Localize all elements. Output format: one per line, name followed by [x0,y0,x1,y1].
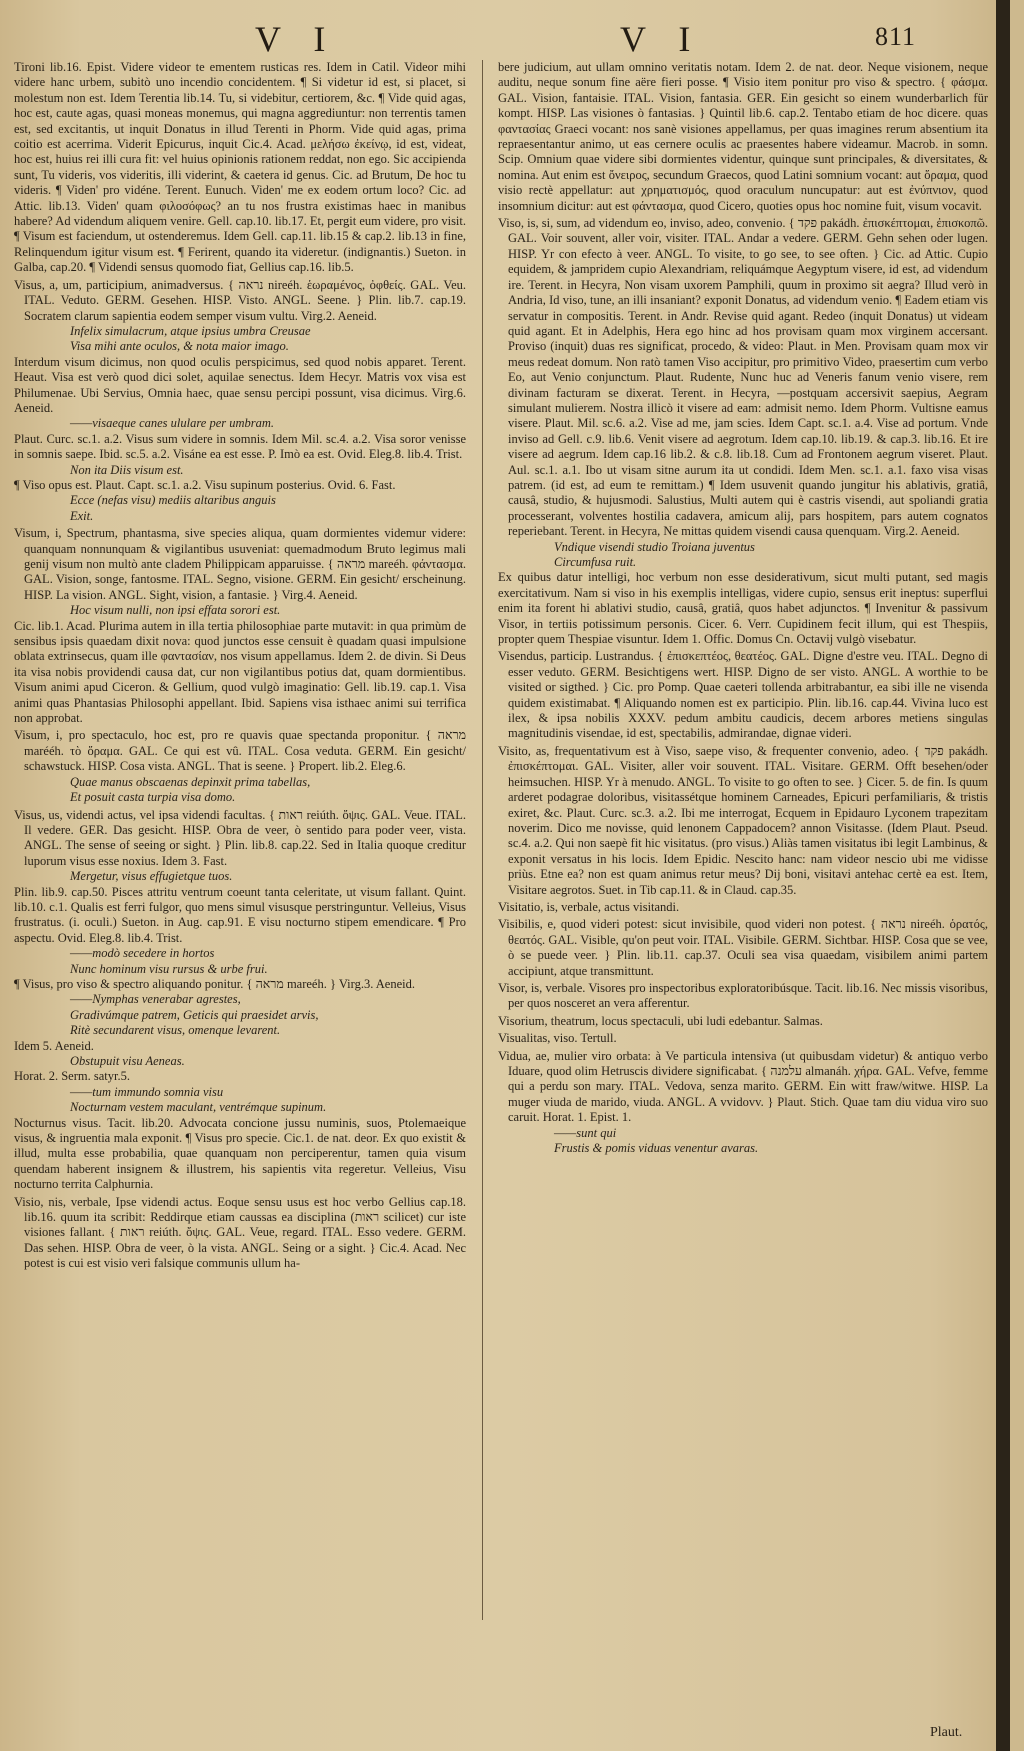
verse-quotation: Gradivúmque patrem, Geticis qui praesidet arvis, [70,1007,319,1022]
dictionary-entry: Visualitas, viso. Tertull. [498,1031,617,1046]
running-head-left: V I [255,19,338,59]
verse-quotation: Infelix simulacrum, atque ipsius umbra Creusae [70,323,311,338]
verse-quotation: Hoc visum nulli, non ipsi effata sorori est. [70,603,281,618]
verse-quotation: Exit. [70,508,94,523]
entry-text: ¶ Visus, pro viso & spectro aliquando ponitur. { מראה mareéh. } Virg.3. Aeneid. [14,976,415,991]
verse-quotation: Non ita Diis visum est. [70,462,184,477]
page-number: 811 [875,22,917,51]
entry-text: Plin. lib.9. cap.50. Pisces attritu ventrum coeunt tanta celeritate, ut visum fallant. Quint. lib.10. c.1. Qualis est ferri fulgor, quo mens simul visusque perstringuntur. Velleius, Visus frustratus. (i. oculi.) Sueton. in Aug. cap.91. E visu nocturno stipem emendicare. ¶ Pro aspectu. Ovid. Eleg.8. lib.4. Trist. [14,884,466,945]
dictionary-entry: Visibilis, e, quod videri potest: sicut invisibile, quod videri non potest. { נראה nireéh. ὁρατός, θεατός. GAL. Visible, qu'on peut voir. ITAL. Visibile. GERM. Sichtbar. HISP. Cosa que se vee, ò se puede veer. } Plin. lib.11. cap.37. Oculi sea visa quaedam, visibilem animi partem accipiunt, atque transmittunt. [498,917,988,978]
verse-quotation: ——modò secedere in hortos [70,946,215,961]
verse-quotation: Frustis & pomis viduas venentur avaras. [554,1141,759,1156]
entry-text: Nocturnus visus. Tacit. lib.20. Advocata concione jussu numinis, suos, Ptolemaeique visus, & ingruentia mala exponit. ¶ Visus pro specie. Cic.1. de nat. deor. Ex quo existit & illud, multa esse probabilia, quae quanquam non perciperentur, tamen quia visum quendam haberent insignem & illustrem, his sapientis vita regeretur. Velleius, Visu nocturno territa Calphurnia. [14,1115,466,1192]
entry-text: Ex quibus datur intelligi, hoc verbum non esse desiderativum, sicut multi putant, sed magis exercitativum. Nam si viso in his exemplis intelligas, videre cupio, sensus erit ineptus: superflui enim ita forent hi ablativi studio, causâ, gratiâ, quos habet adjunctos. ¶ Invenitur & passivum Visor, in tertiis potissimum personis. Cicer. 6. Verr. Cupidinem fecit illum, qui est Thespiis, propter quem Thespiae visuntur. Idem 1. Offic. Domus Cn. Octavij vulgò visebatur. [498,570,988,647]
left-column [14,60,466,1272]
page-edge-shadow [996,0,1010,1751]
verse-quotation: Circumfusa ruit. [554,555,637,569]
entry-text: Tironi lib.16. Epist. Videre videor te ementem rusticas res. Idem in Catil. Videor mihi videre hanc urbem, subitò uno incendio concidentem. ¶ Si videtur id est, si placet, si molestum non est. Idem Terentia lib.14. Tu, si videbitur, certiorem, &c. ¶ Vide quid agas, hoc est, caute agas, quasi moneas monemus, qui magna aggrediuntur: non terrentis tamen est, sed excitantis, ut inquit Donatus in illud Terenti in Phorm. Vide quid agas, prima coitio est acerrima. Viderit Epicurus, inquit Cic.4. Acad. μελήσω ἐκείνῳ, id est, videat, hoc est, huius rei illi cura fit: vel huius opinionis rationem reddat, non ego. Sic accipienda sunt, Tu videris, vos videritis, illi viderint, & caetera id genus. Cic. ad Brutum, De hoc tu videris. ¶ Viden' pro vidéne. Terent. Eunuch. Viden' me ex eodem ortum loco? Cic. ad Attic. lib.13. Viden' quam φιλοσόφως? an tu nos frustra existimas haec in manibus habere? Ad videndum aliquem venire. Gell. cap.10. lib.17. Et, pergit eum videre, pro visit. ¶ Visum est faciendum, ut ostenderemus. Idem Gell. cap.11. lib.15 & cap.2. lib.13 in fine, Relinquendum igitur visum est. ¶ Ferirent, quando ita videretur. (indignantis.) Sueton. in Galba, cap.20. ¶ Videndi sensus quomodo fiat, Gellius cap.16. lib.5. [14,60,466,275]
entry-text: bere judicium, aut ullam omnino veritatis notam. Idem 2. de nat. deor. Neque visionem, neque auditu, neque sonum fine aëre fieri posse. ¶ Visio item ponitur pro viso & spectro. { φάσμα. GAL. Vision, fantaisie. ITAL. Vision, fantasia. GER. Ein gesicht so einem wunderbarlich für kompt. HISP. Las visiones ò fantasias. } Quintil lib.6. cap.2. Tentabo etiam de hoc dicere. quas φαντασίας Graeci vocant: nos sanè visiones appellamus, per quas imagines rerum absentium ita repraesentantur animo, ut eas cernere oculis ac praesentes habere videamur. Macrob. in somn. Scip. Omnium quae videre sibi dormientes videntur, quinque sunt principales, & diversitates, & nomina. Aut enim est ὄνειρος, secundum Graecos, quod Latini somnium vocant: aut ὅραμα, quod visio rectè appellatur: aut χρηματισμός, quod oraculum nuncupatur: aut est ἐνύπνιον, quod insomnium dicitur: aut est φάντασμα, quod Cicero, quoties opus hoc nomine fuit, visum vocavit. [498,60,988,213]
dictionary-entry: Visorium, theatrum, locus spectaculi, ubi ludi edebantur. Salmas. [498,1013,823,1028]
dictionary-entry: Visito, as, frequentativum est à Viso, saepe viso, & frequenter convenio, adeo. { פקד pakádh. ἐπισκέπτομαι. GAL. Visiter, aller voir souvent. ITAL. Visitare. GERM. Offt besehen/oder heimsuchen. HISP. Yr à menudo. ANGL. To visite to go often to see. } Cicer. 5. de fin. Is quum arderet podagrae doloribus, visitassétque hominem Carneades, Epicuri perfamiliaris, & tristis exiret, &c. Plaut. Curc. sc.3. a.2. Ibi me interrogat, Ecquem in Epidauro Lyconem trapezitam noverim. Dico me novisse, quid lenonem Cappadocem? annon Visitasse. (Idem Plaut. Pseud. sc.4. a.2. Qui non saepè fit hic visitatus. (pro visus.) Aliàs tamen visitatus ibi legit Lambinus, & exponit versatus in his locis. Idem Epidic. Nescito hanc: nam videor nescio ubi me vidisse priùs. Etne ea? non est quam animus retur meus? Dij boni, visitavi antehac certè ea est. Item, Visitare aegrotos. Suet. in Tib cap.11. & in Claud. cap.35. [498,743,988,897]
dictionary-entry: Visus, us, videndi actus, vel ipsa videndi facultas. { ראות reiúth. ὄψις. GAL. Veue. ITAL. Il vedere. GER. Das gesicht. HISP. Obra de veer, ò sentido para poder veer, vista. ANGL. The sense of seeing or sight. } Plin. lib.8. cap.22. Sed in Italia quoque creditur luporum visus esse noxius. Idem 3. Fast. [14,807,466,868]
catchword: Plaut. [930,1725,963,1740]
verse-quotation: Nocturnam vestem maculant, ventrémque supinum. [70,1100,327,1115]
entry-text: Cic. lib.1. Acad. Plurima autem in illa tertia philosophiae parte mutavit: in qua primùm de sensibus ipsis quaedam dixit nova: quod junctos esse censuit è quadam quasi impulsione oblata extrinsecus, quam ille φαντασίαν, nos visum appellamus. Idem 2. de divin. Si Deus ita visa nobis providendi causa dat, cur non vigilantibus potius dat, quam dormientibus. Visum animi apud Ciceron. & Gellium, quod vulgò imaginatio: Gell. lib.19. cap.1. Visa animi quas Phantasias Philosophi appellant. Ibid. Sapiens visa isthaec animi sui terrifica non approbat. [14,618,466,726]
verse-quotation: Nunc hominum visu rursus & urbe frui. [70,961,268,976]
verse-quotation: Et posuit casta turpia visa domo. [70,790,236,805]
verse-quotation: ——tum immundo somnia visu [70,1084,224,1099]
entry-text: ¶ Viso opus est. Plaut. Capt. sc.1. a.2. Visu supinum posterius. Ovid. 6. Fast. [14,477,396,492]
running-head-right: V I [620,19,703,59]
dictionary-entry: Visum, i, pro spectaculo, hoc est, pro re quavis quae spectanda proponitur. { מראה marééh. τὸ ὅραμα. GAL. Ce qui est vû. ITAL. Cosa veduta. GERM. Ein gesicht/ schawstuck. HISP. Cosa vista. ANGL. That is seene. } Propert. lib.2. Eleg.6. [14,728,466,774]
right-column [498,60,988,1156]
page-header [0,18,1010,58]
verse-quotation: Quae manus obscaenas depinxit prima tabellas, [70,774,311,789]
verse-quotation: Vndique visendi studio Troiana juventus [554,539,755,554]
verse-quotation: Ecce (nefas visu) mediis altaribus anguis [70,493,276,508]
verse-quotation: ——visaeque canes ululare per umbram. [70,416,275,431]
dictionary-entry: Visio, nis, verbale, Ipse videndi actus. Eoque sensu usus est hoc verbo Gellius cap.18. lib.16. quum ita scribit: Reddirque etiam caussas ea disciplina (ראות scilicet) cur iste visiones fallant. { ראות reiúth. ὄψις. GAL. Veue, regard. ITAL. Esso vedere. GERM. Das sehen. HISP. Obra de veer, ò la vista. ANGL. Seing or a sight. } Cic.4. Acad. Nec potest is cui est visio veri falsique communis ullum ha- [14,1194,466,1271]
dictionary-entry: Visendus, particip. Lustrandus. { ἐπισκεπτέος, θεατέος. GAL. Digne d'estre veu. ITAL. Degno di esser veduto. GERM. Besichtigens wert. HISP. Digno de ser visto. ANGL. A worthie to be visited or sigthed. } Cic. pro Pomp. Quae caeteri tollenda arbitrabantur, ea sibi ille ne visenda quidem existimabat. ¶ Aliquando nomen est ex participio. Plin. lib.16. cap.44. Vivina luco est ilex, & ipsa nobilis XXXV. pedum ambitu caudicis, decem arbores metiens singulas magnitudinis visendae, id est, spectabilis, admirandae, dignae videri. [498,649,988,741]
verse-quotation: Visa mihi ante oculos, & nota maior imago. [70,339,289,354]
verse-quotation: Ritè secundarent visus, omenque levarent. [70,1023,281,1038]
dictionary-entry: Visum, i, Spectrum, phantasma, sive species aliqua, quam dormientes videmur videre: quanquam nonnunquam & vigilantibus usuveniat: quemadmodum Bruto legimus mali genij visum non multò ante cladem Philippicam apparuisse. { מראה mareéh. φάντασμα. GAL. Vision, songe, fantosme. ITAL. Segno, visione. GERM. Ein gesicht/ erscheinung. HISP. La vision. ANGL. Sight, vision, a fantasie. } Virg.4. Aeneid. [14,526,466,602]
verse-quotation: ——sunt qui [554,1125,617,1140]
entry-text: Plaut. Curc. sc.1. a.2. Visus sum videre in somnis. Idem Mil. sc.4. a.2. Visa soror venisse in somnis saepe. Ibid. sc.5. a.2. Visáne ea est esse. P. Imò ea est. Ovid. Eleg.8. lib.4. Trist. [14,431,466,462]
verse-quotation: ——Nymphas venerabar agrestes, [70,992,241,1007]
verse-quotation: Obstupuit visu Aeneas. [70,1054,185,1068]
dictionary-entry: Vidua, ae, mulier viro orbata: à Ve particula intensiva (ut quibusdam videtur) & antiquo verbo Iduare, quod olim Hetruscis dividere significabat. { עלמנה almanáh. χήρα. GAL. Vefve, femme qui a perdu son mary. ITAL. Vedova, senza marito. GERM. Ein witt fraw/witwe. HISP. La muger viuda de marido, viuda. ANGL. A vvidovv. } Plaut. Stich. Quae tam diu vidua viro suo caruit. Horat. 1. Epist. 1. [498,1048,988,1125]
dictionary-entry: Visus, a, um, participium, animadversus. { נראה nireéh. ἑωραμένος, ὀφθείς. GAL. Veu. ITAL. Veduto. GERM. Gesehen. HISP. Visto. ANGL. Seene. } Plin. lib.7. cap.19. Socratem clarum sapientia eodem semper visum vultu. Virg.2. Aeneid. [14,277,466,323]
verse-quotation: Mergetur, visus effugietque tuos. [70,869,233,884]
column-divider [482,60,483,1620]
dictionary-entry: Visor, is, verbale. Visores pro inspectoribus exploratoribúsque. Tacit. lib.16. Nec missis visoribus, per quos nosceret an vera afferentur. [498,980,988,1011]
dictionary-entry: Viso, is, si, sum, ad videndum eo, inviso, adeo, convenio. { פקד pakádh. ἐπισκέπτομαι, ἐπισκοπῶ. GAL. Voir souvent, aller voir, visiter. ITAL. Andar a vedere. GERM. Gehn sehen oder lugen. HISP. Yr con efecto à veer. ANGL. To visite, to go see, to see often. } Cic. ad Attic. Cupio equidem, & jampridem cupio Alexandriam, reliquámque Aegyptum visere, id est, ad videndum ire. Terent. in Hecyra, Non visam uxorem Pamphili, quum in proximo sit aegra? Illud verò in Andria, Id viso, tune, an illi insaniant? exponit Donatus, ad videndum venio. ¶ Eadem etiam vis servatur in compositis. Terent. in Andr. Revise quid agant. Redeo (inquit Donatus) ut videam quid agant. Et in Adelphis, Hera ego hinc ad hos provisam quam mox virginem accersant. Proviso (inquit) duas res significat, procedo, & video: Plaut. in Men. Provisam quam mox vir meus redeat domum. Non ratò tamen Viso accipitur, pro primitivo Video, praesertim cum verbo Eo, aut Venio conjunctum. Plaut. Rudente, Nunc huc ad Veneris fanum venio visere, rem divinam facturam se dixerat. Terent. in Hecyra, —postquam accersivit saepius, Aegram simulant mulierem. Nostra illicò it visere ad eam: admisit nemo. Idem Phorm. Vultisne eamus visere. Plaut. Mil. sc.6. a.2. Vise ad me, jam scies. Idem Capt. sc.1. a.4. Vise ad portum. Vnde inviso ad Gell. c.9. lib.6. Venit visere ad aegrotum. Idem cap.10. lib.19. & cap.3. lib.16. Et ire visere ad aegrum. Idem cap.16 lib.2. & c.8. lib.18. Cum ad Frontonem aegrum viseret. Plaut. Aul. sc.1. a.1. Ibo ut visam sitne aurum ita ut condidi. Idem Men. sc.1. a.1. faxo visa visas patrem. (id est, ad eum te remittam.) ¶ Idem usuvenit quando jungitur his ablativis, gratiâ, causâ, studio, & hujusmodi. Salustius, Multi autem qui è castris visendi, aut spoliandi gratia processerant, volventes hostilia cadavera, amicum alij, pars hospitem, pars autem cognatos reperiebant. Terent. in Hecyra, Ne mittas quidem visendi causa quenquam. Virg.2. Aeneid. [498,216,988,539]
entry-text: Idem 5. Aeneid. [14,1038,94,1053]
dictionary-entry: Visitatio, is, verbale, actus visitandi. [498,899,680,914]
entry-text: Horat. 2. Serm. satyr.5. [14,1069,130,1084]
entry-text: Interdum visum dicimus, non quod oculis perspicimus, sed quod nobis apparet. Terent. Heaut. Visa est verò quod dici solet, aquilae senectus. Idem Hecyr. Matris vox visa est Philumenae. Ubi Servius, Omnia haec, quae sensu percipi possunt, visa dicimus. Virg.6. Aeneid. [14,354,466,415]
